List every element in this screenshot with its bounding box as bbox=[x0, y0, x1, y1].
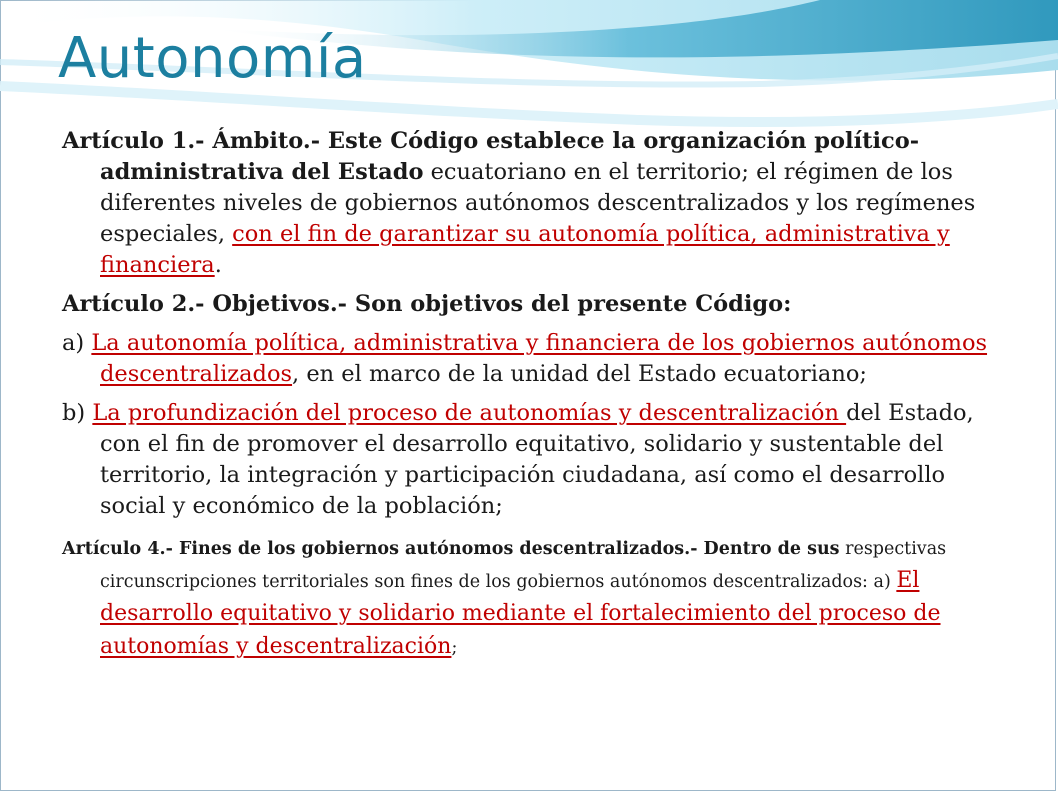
article-1-paragraph bbox=[62, 126, 1002, 281]
item-b-prefix: b) bbox=[62, 400, 93, 426]
item-a-prefix: a) bbox=[62, 330, 92, 356]
article-2-heading-text: Artículo 2.- Objetivos.- Son objetivos del presente Código: bbox=[62, 291, 792, 317]
article-4-paragraph bbox=[62, 534, 1002, 664]
item-a-highlight: La autonomía política, administrativa y financiera de los gobiernos autónomos descentralizados bbox=[91, 330, 988, 387]
article-1-text: ecuatoriano en el territorio; el régimen de los diferentes niveles de gobiernos autónomos descentralizados y los regímenes especiales, bbox=[100, 159, 976, 247]
slide-title: Autonomía bbox=[58, 26, 367, 91]
article-4-text: respectivas circunscripciones territoriales son fines de los gobiernos autónomos descentralizados: a) bbox=[100, 539, 947, 592]
slide-body bbox=[62, 126, 1002, 672]
article-2-item-b bbox=[62, 398, 1002, 522]
article-2-item-a bbox=[62, 328, 1002, 390]
item-b-highlight: La profundización del proceso de autonomías y descentralización bbox=[92, 400, 847, 426]
article-4-end: ; bbox=[451, 638, 458, 658]
article-4-heading: Artículo 4.- Fines de los gobiernos autónomos descentralizados.- Dentro de sus bbox=[62, 539, 840, 559]
article-1-end: . bbox=[214, 252, 222, 278]
article-2-heading bbox=[62, 289, 1002, 320]
article-1-highlight: con el fin de garantizar su autonomía política, administrativa y financiera bbox=[100, 221, 950, 278]
article-4-highlight: El desarrollo equitativo y solidario mediante el fortalecimiento del proceso de autonomías y descentralización bbox=[100, 568, 941, 659]
item-b-text: del Estado, con el fin de promover el desarrollo equitativo, solidario y sustentable del territorio, la integración y participación ciudadana, así como el desarrollo social y económico de la población; bbox=[100, 400, 974, 519]
item-a-text: , en el marco de la unidad del Estado ecuatoriano; bbox=[292, 361, 867, 387]
article-1-heading: Artículo 1.- Ámbito.- Este Código establece la organización político-administrativa del Estado bbox=[62, 128, 920, 185]
